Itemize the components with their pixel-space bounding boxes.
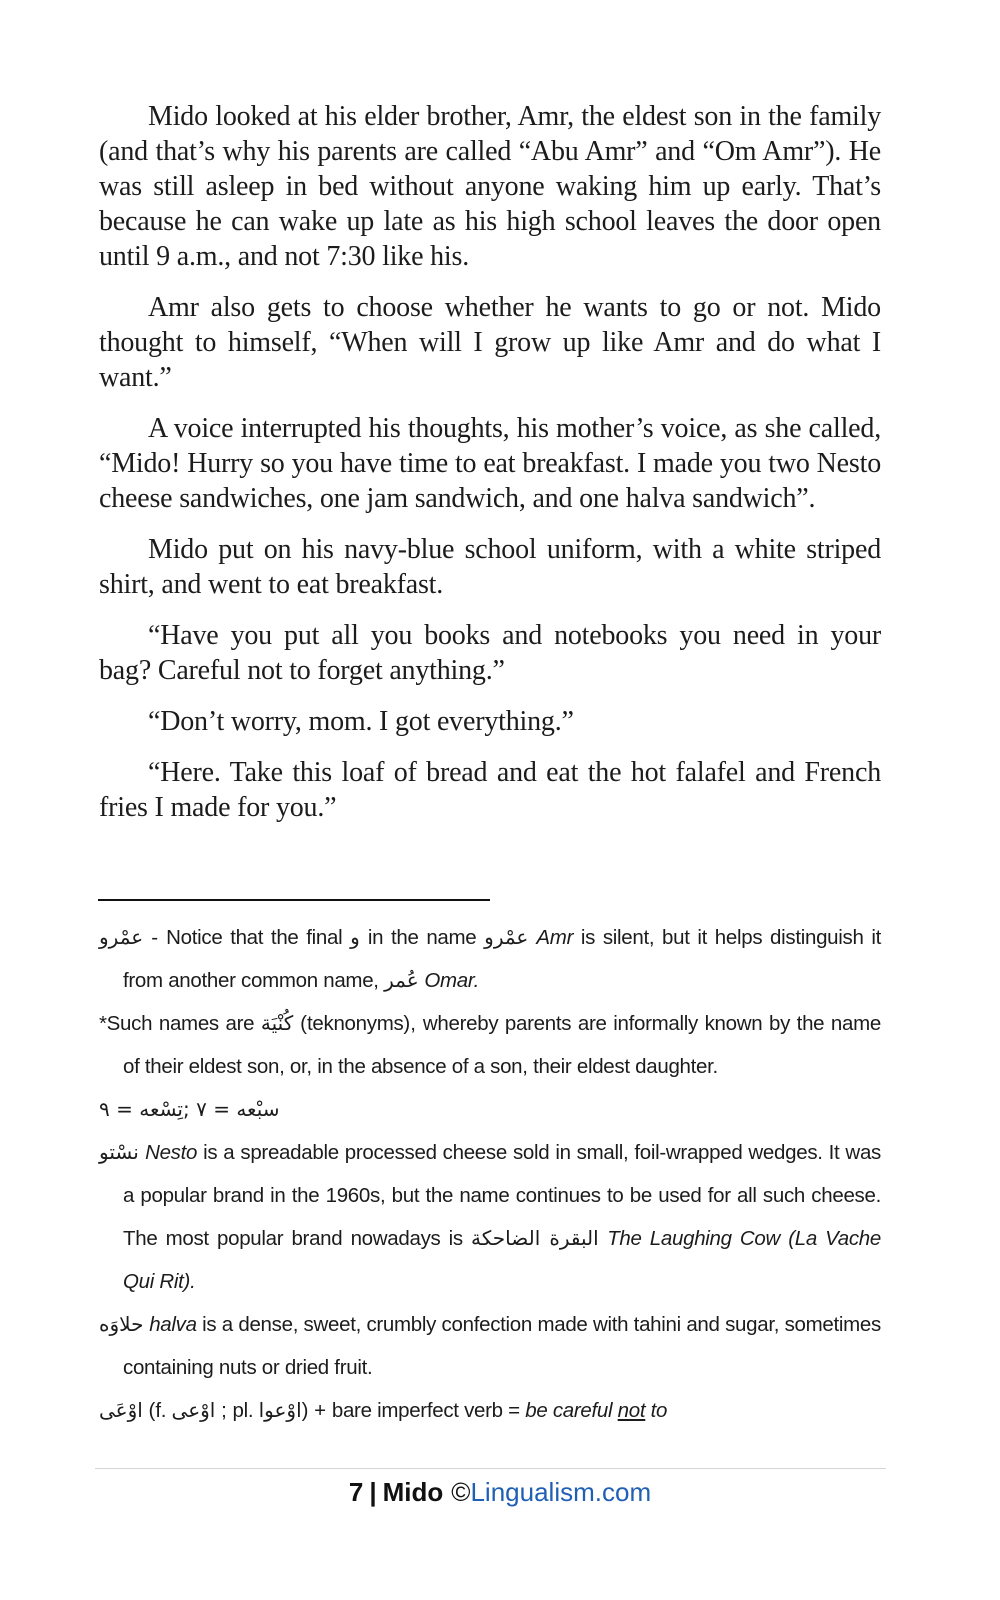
story-paragraph: “Have you put all you books and notebooks you need in your bag? Careful not to forget anything.” [99, 620, 881, 686]
page-footer [0, 1474, 1000, 1510]
footnote-amr: عمْرو - Notice that the final و in the name عمْرو Amr is silent, but it helps distinguish it from another common name, عُمر Omar. [99, 925, 881, 992]
english-term: Omar. [424, 969, 480, 992]
footnote-careful: اوْعَى (f. اوْعى ; pl. اوْعوا) + bare imperfect verb = be careful not to [99, 1398, 668, 1422]
arabic-term: اوْعَى [99, 1398, 143, 1422]
story-paragraph: “Here. Take this loaf of bread and eat the hot falafel and French fries I made for you.” [99, 757, 881, 823]
footnote-halva: حلاوَه halva is a dense, sweet, crumbly confection made with tahini and sugar, sometimes containing nuts or dried fruit. [99, 1312, 881, 1379]
arabic-term: عمْرو [484, 925, 529, 949]
english-term: halva [149, 1313, 197, 1336]
english-term: Nesto [145, 1141, 198, 1164]
arabic-letter: و [350, 925, 360, 949]
story-paragraph: Mido put on his navy-blue school uniform, with a white striped shirt, and went to eat breakfast. [99, 534, 881, 600]
page-number: 7 [348, 1477, 364, 1507]
footnote-kunya: *Such names are كُنْيَة (teknonyms), whereby parents are informally known by the name of their eldest son, or, in the absence of a son, their eldest daughter. [99, 1011, 882, 1078]
story-body [99, 99, 881, 841]
arabic-term: عُمر [384, 968, 419, 992]
lingualism-link[interactable]: Lingualism.com [470, 1477, 652, 1507]
story-paragraph: Mido looked at his elder brother, Amr, the eldest son in the family (and that’s why his parents are called “Abu Amr” and “Om Amr”). He was still asleep in bed without anyone waking him up early. That’s because he can wake up late as his high school leaves the door open until 9 a.m., and not 7:30 like his. [99, 101, 881, 272]
footnotes [99, 916, 881, 1432]
arabic-term: كُنْيَة [260, 1011, 294, 1035]
copyright-icon: © [451, 1477, 471, 1507]
story-paragraph: “Don’t worry, mom. I got everything.” [148, 706, 574, 737]
footer-divider [95, 1468, 886, 1469]
arabic-term: اوْعوا [258, 1398, 302, 1422]
english-term: Amr [536, 926, 574, 949]
story-paragraph: Amr also gets to choose whether he wants to go or not. Mido thought to himself, “When will I grow up like Amr and do what I want.” [99, 292, 881, 393]
arabic-term: حلاوَه [99, 1312, 144, 1336]
arabic-numbers: سبْعه = ٧ ;تِسْعه = ٩ [99, 1097, 280, 1121]
footnote-numbers [99, 1088, 881, 1131]
english-term: The Laughing Cow (La Vache Qui Rit). [123, 1227, 881, 1293]
story-paragraph: A voice interrupted his thoughts, his mother’s voice, as she called, “Mido! Hurry so you have time to eat breakfast. I made you two Nesto cheese sandwiches, one jam sandwich, and one halva sandwich”. [99, 413, 881, 514]
arabic-term: اوْعى [171, 1398, 216, 1422]
arabic-term: نسْتو [99, 1140, 139, 1164]
footnote-nesto: نسْتو Nesto is a spreadable processed cheese sold in small, foil-wrapped wedges. It was a popular brand in the 1960s, but the name continues to be used for all such cheese. The most popular brand nowadays is البقرة الضاحكة The Laughing Cow (La Vache Qui Rit). [99, 1140, 881, 1293]
arabic-term: البقرة الضاحكة [471, 1226, 599, 1250]
footnote-separator [98, 899, 490, 901]
book-title: Mido [382, 1477, 444, 1507]
footer-separator: | [369, 1477, 377, 1507]
arabic-term: عمْرو [99, 925, 144, 949]
